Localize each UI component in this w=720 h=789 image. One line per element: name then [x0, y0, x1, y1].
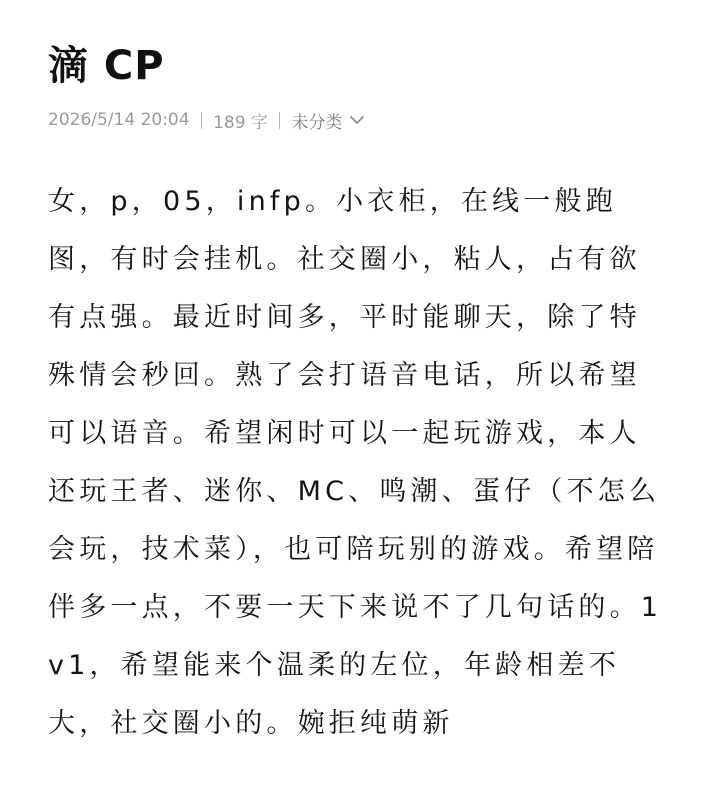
note-title[interactable]: 滴 CP [48, 43, 165, 89]
note-datetime: 2026/5/14 20:04 [48, 110, 190, 130]
note-body[interactable]: 女，p，05，infp。小衣柜，在线一般跑图，有时会挂机。社交圈小，粘人，占有欲有点强。最近时间多，平时能聊天，除了特殊情会秒回。熟了会打语音电话，所以希望可以语音。希望闲时可以一起玩游戏，本人还玩王者、迷你、MC、鸣潮、蛋仔（不怎么会玩，技术菜），也可陪玩别的游戏。希望陪伴多一点，不要一天下来说不了几句话的。1v1，希望能来个温柔的左位，年龄相差不大，社交圈小的。婉拒纯萌新 [48, 186, 663, 739]
note-word-count: 189 字 [213, 112, 268, 133]
meta-divider [279, 112, 281, 129]
meta-divider [201, 112, 203, 129]
chevron-down-icon [348, 111, 366, 129]
category-selector[interactable] [291, 108, 366, 133]
category-label: 未分类 [291, 112, 343, 133]
note-meta-bar [48, 106, 366, 134]
